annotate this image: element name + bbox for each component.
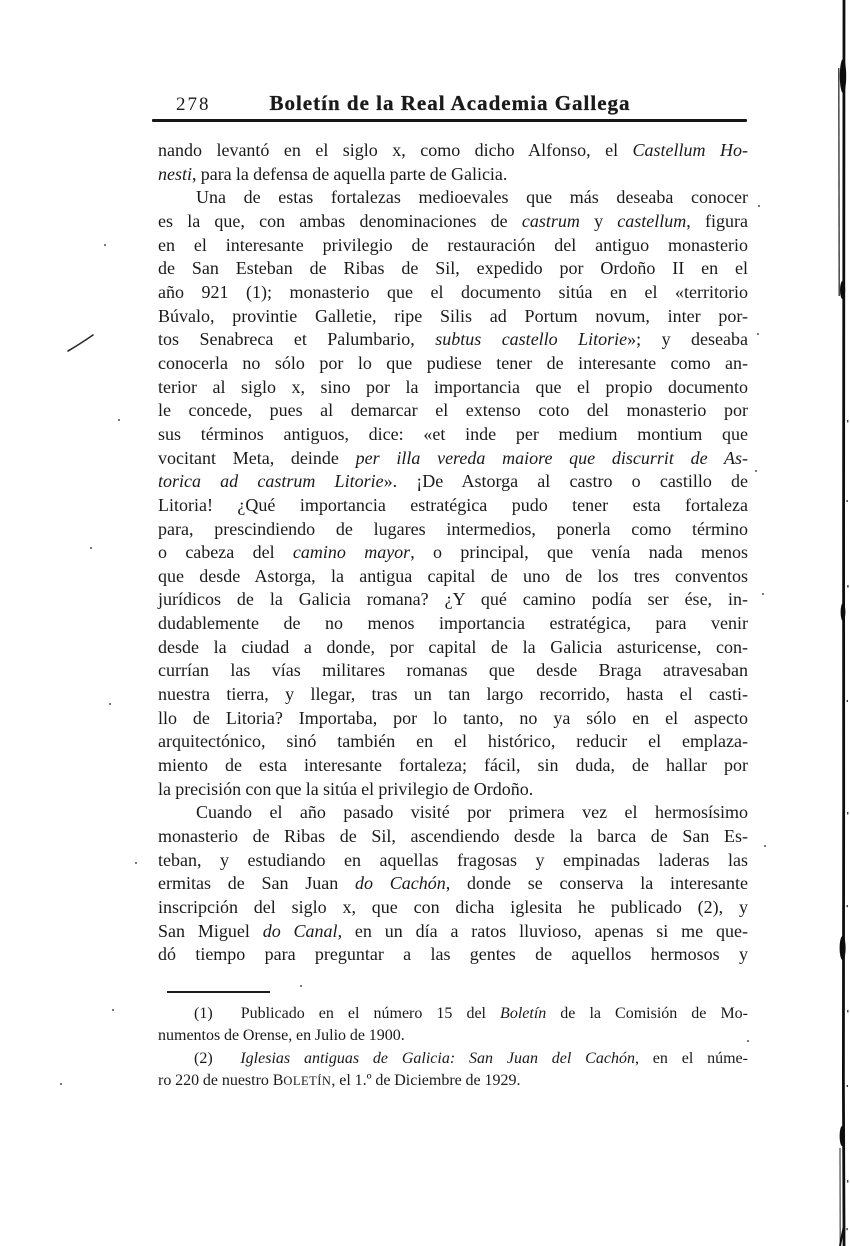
- text-line: terior al siglo x, sino por la importancia que el propio documento: [158, 376, 748, 397]
- text-line: (1) Publicado en el número 15 del Boletín de la Comisión de Mo-: [194, 1005, 749, 1022]
- text-line: dudablemente de no menos importancia estratégica, para venir: [158, 613, 748, 634]
- page-edge-artifact: [828, 0, 850, 1246]
- text-line: conocerla no sólo por lo que pudiese tener de interesante como an-: [158, 352, 748, 373]
- noise-dot: [755, 470, 757, 472]
- text-line: miento de esta interesante fortaleza; fácil, sin duda, de hallar por: [158, 755, 748, 776]
- text-line: Una de estas fortalezas medioevales que más deseaba conocer: [196, 187, 748, 208]
- text-line: currían las vías militares romanas que desde Braga atravesaban: [158, 660, 748, 681]
- noise-dot: [104, 244, 106, 246]
- noise-dot: [757, 333, 759, 335]
- noise-dot: [118, 419, 120, 421]
- noise-dot: [112, 1009, 114, 1011]
- text-line: le concede, pues al demarcar el extenso coto del monasterio por: [158, 400, 748, 421]
- text-line: la precisión con que la sitúa el privilegio de Ordoño.: [158, 778, 534, 799]
- text-line: desde la ciudad a donde, por capital de la Galicia asturicense, con-: [158, 636, 748, 657]
- noise-dot: [300, 985, 302, 987]
- text-line: año 921 (1); monasterio que el documento sitúa en el «territorio: [158, 281, 748, 302]
- text-line: jurídicos de la Galicia romana? ¿Y qué camino podía ser ése, in-: [158, 589, 748, 610]
- header-rule: [152, 119, 747, 122]
- text-line: San Miguel do Canal, en un día a ratos lluvioso, apenas si me que-: [158, 920, 748, 941]
- body-text: [158, 139, 748, 967]
- text-line: Litoria! ¿Qué importancia estratégica pudo tener esta fortaleza: [158, 494, 748, 515]
- text-line: ro 220 de nuestro BOLETÍN, el 1.º de Diciembre de 1929.: [158, 1072, 521, 1090]
- text-line: que desde Astorga, la antigua capital de uno de los tres conventos: [158, 565, 748, 586]
- text-line: tos Senabreca et Palumbario, subtus castello Litorie»; y deseaba: [158, 329, 748, 350]
- text-line: sus términos antiguos, dice: «et inde per medium montium que: [158, 423, 748, 444]
- text-line: nuestra tierra, y llegar, tras un tan largo recorrido, hasta el casti-: [158, 684, 748, 705]
- text-line: monasterio de Ribas de Sil, ascendiendo desde la barca de San Es-: [158, 826, 748, 847]
- header-title: Boletín de la Real Academia Gallega: [269, 91, 631, 115]
- noise-dot: [758, 205, 760, 207]
- text-line: llo de Litoria? Importaba, por lo tanto, no ya sólo en el aspecto: [158, 707, 748, 728]
- text-line: nesti, para la defensa de aquella parte de Galicia.: [158, 163, 508, 184]
- text-line: Búvalo, provintie Galletie, ripe Silis ad Portum novum, inter por-: [158, 305, 748, 326]
- text-line: numentos de Orense, en Julio de 1900.: [158, 1027, 405, 1045]
- footnotes: [158, 1003, 748, 1093]
- text-line: Cuando el año pasado visité por primera vez el hermosísimo: [196, 802, 748, 823]
- text-line: inscripción del siglo x, que con dicha iglesita he publicado (2), y: [158, 897, 748, 917]
- text-line: arquitectónico, sinó también en el histórico, reducir el emplaza-: [158, 731, 748, 752]
- text-line: en el interesante privilegio de restauración del antiguo monasterio: [158, 234, 748, 255]
- margin-pencil-mark: [58, 325, 108, 365]
- text-line: torica ad castrum Litorie». ¡De Astorga al castro o castillo de: [158, 471, 748, 492]
- text-line: es la que, con ambas denominaciones de castrum y castellum, figura: [158, 210, 748, 231]
- noise-dot: [762, 593, 764, 595]
- text-line: de San Esteban de Ribas de Sil, expedido por Ordoño II en el: [158, 258, 748, 279]
- noise-dot: [109, 703, 111, 705]
- text-line: teban, y estudiando en aquellas fragosas y empinadas laderas las: [158, 849, 748, 870]
- text-line: dó tiempo para preguntar a las gentes de aquellos hermosos y: [158, 944, 748, 965]
- text-line: vocitant Meta, deinde per illa vereda maiore que discurrit de As-: [158, 447, 748, 468]
- noise-dot: [747, 1040, 749, 1042]
- page-number: 278: [176, 94, 211, 115]
- text-line: (2) Iglesias antiguas de Galicia: San Juan del Cachón, en el núme-: [194, 1049, 748, 1067]
- noise-dot: [764, 845, 766, 847]
- noise-dot: [60, 1083, 62, 1085]
- footnote-separator: [167, 991, 270, 993]
- text-line: ermitas de San Juan do Cachón, donde se conserva la interesante: [158, 873, 748, 894]
- noise-dot: [90, 547, 92, 549]
- text-line: nando levantó en el siglo x, como dicho Alfonso, el Castellum Ho-: [158, 140, 749, 160]
- text-line: para, prescindiendo de lugares intermedios, ponerla como término: [158, 518, 748, 539]
- text-line: o cabeza del camino mayor, o principal, que venía nada menos: [158, 542, 748, 563]
- noise-dot: [135, 862, 137, 864]
